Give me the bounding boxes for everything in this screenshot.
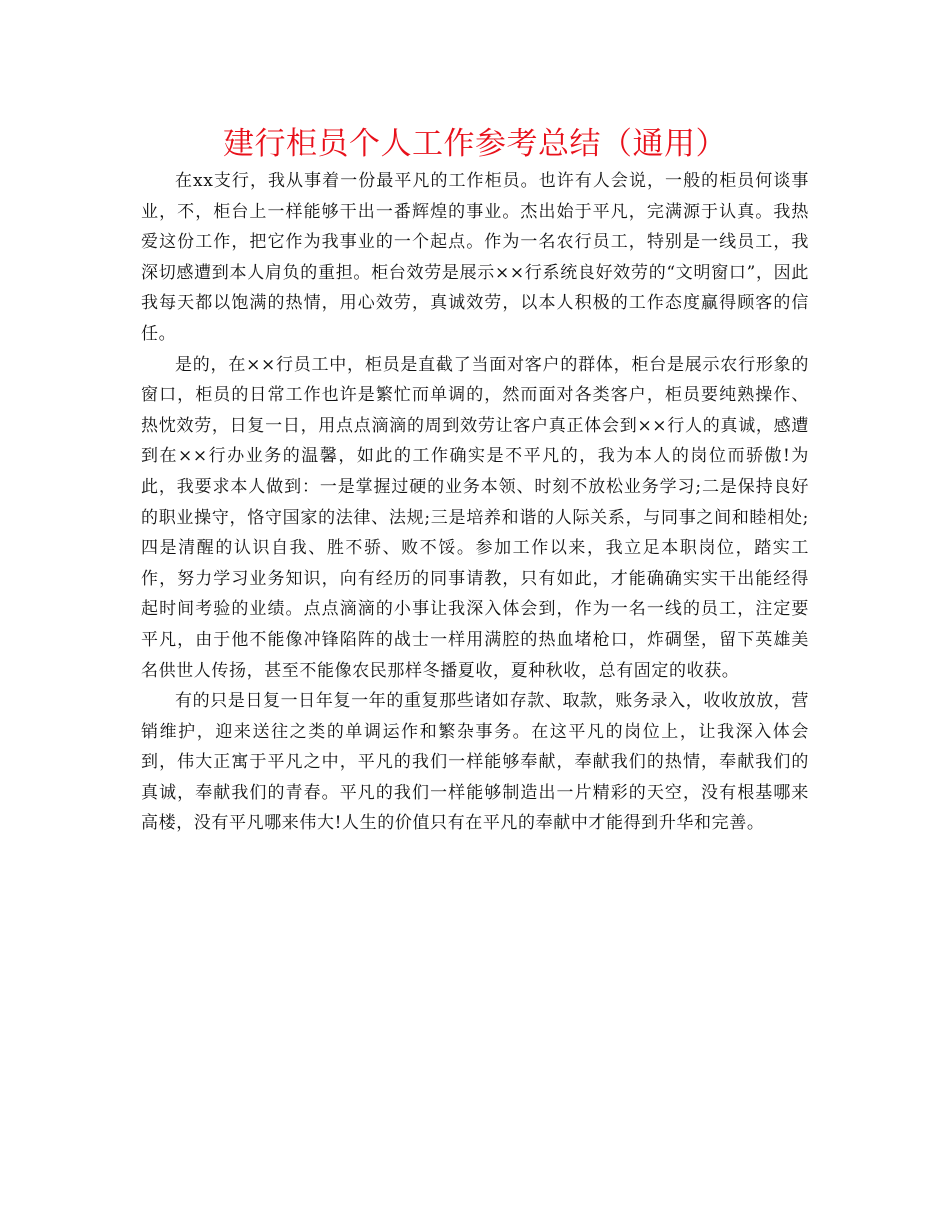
paragraph-2: 是的，在××行员工中，柜员是直截了当面对客户的群体，柜台是展示农行形象的窗口，柜员的日常工作也许是繁忙而单调的，然而面对各类客户，柜员要纯熟操作、热忱效劳，日复一日，用点点滴滴的周到效劳让客户真正体会到××行人的真诚，感遭到在××行办业务的温馨，如此的工作确实是不平凡的，我为本人的岗位而骄傲!为此，我要求本人做到：一是掌握过硬的业务本领、时刻不放松业务学习;二是保持良好的职业操守，恪守国家的法律、法规;三是培养和谐的人际关系，与同事之间和睦相处;四是清醒的认识自我、胜不骄、败不馁。参加工作以来，我立足本职岗位，踏实工作，努力学习业务知识，向有经历的同事请教，只有如此，才能确确实实干出能经得起时间考验的业绩。点点滴滴的小事让我深入体会到，作为一名一线的员工，注定要平凡，由于他不能像冲锋陷阵的战士一样用满腔的热血堵枪口，炸碉堡，留下英雄美名供世人传扬，甚至不能像农民那样冬播夏收，夏种秋收，总有固定的收获。 — [141, 354, 809, 681]
paragraph-1: 在xx支行，我从事着一份最平凡的工作柜员。也许有人会说，一般的柜员何谈事业，不，柜台上一样能够干出一番辉煌的事业。杰出始于平凡，完满源于认真。我热爱这份工作，把它作为我事业的一个起点。作为一名农行员工，特别是一线员工，我深切感遭到本人肩负的重担。柜台效劳是展示××行系统良好效劳的“文明窗口”，因此我每天都以饱满的热情，用心效劳，真诚效劳，以本人积极的工作态度赢得顾客的信任。 — [141, 171, 809, 344]
paragraph-3: 有的只是日复一日年复一年的重复那些诸如存款、取款，账务录入，收收放放，营销维护，迎来送往之类的单调运作和繁杂事务。在这平凡的岗位上，让我深入体会到，伟大正寓于平凡之中，平凡的我们一样能够奉献，奉献我们的热情，奉献我们的真诚，奉献我们的青春。平凡的我们一样能够制造出一片精彩的天空，没有根基哪来高楼，没有平凡哪来伟大!人生的价值只有在平凡的奉献中才能得到升华和完善。 — [141, 691, 809, 834]
document-body — [141, 166, 809, 839]
document-title: 建行柜员个人工作参考总结（通用） — [223, 126, 727, 162]
